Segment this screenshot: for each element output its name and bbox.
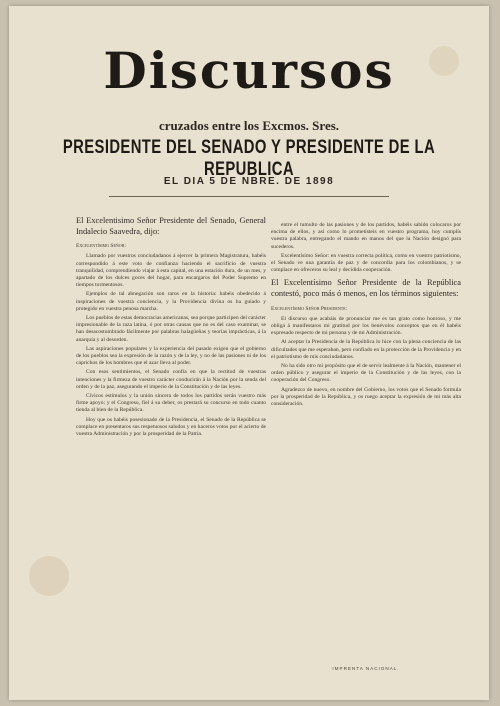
paragraph: Las aspiraciones populares y la experiencia del pasado exigen que el gobierno de los pueblos sea la expresión de la razón y de la ley, y no de las pasiones ni de los caprichos de los hombres que el azar lleva al poder. [76, 345, 266, 367]
left-salutation: Excelentísimo Señor: [76, 243, 126, 250]
document-heading: PRESIDENTE DEL SENADO Y PRESIDENTE DE LA REPUBLICA [62, 137, 436, 180]
left-column [76, 216, 266, 440]
paragraph: Los pueblos de estas democracias americanas, sea porque participen del carácter impresionable de la raza latina, ó por otras causas que no es del caso examinar, se han desacostumbrado fácilmente por palabras halagüeñas y teorías imprácticas, á la anarquía y al desorden. [76, 315, 267, 343]
paragraph: No ha sido otro mi propósito que el de servir lealmente á la Nación, mantener el orden público y asegurar el imperio de la Constitución y de las leyes, con la cooperación del Congreso. [271, 363, 461, 384]
printer-imprint: IMPRENTA NACIONAL. [332, 666, 400, 671]
document-date: EL DIA 5 DE NBRE. DE 1898 [163, 176, 335, 187]
document-sheet [9, 6, 489, 700]
header-divider [109, 196, 389, 197]
paragraph: Al aceptar la Presidencia de la República lo hice con la plena conciencia de las dificultades que me esperaban, pero confiado en la protección de la Providencia y en el patriotismo de mis conciudadanos. [271, 339, 461, 360]
paragraph: Cívicos estímulos y la unión sincera de todos los partidos serán vuestro más firme apoyo; y el Congreso, fiel á su deber, os prestará su concurso en todo cuanto tienda al bien de la República. [76, 393, 266, 414]
paragraph: Hoy que os habéis posesionado de la Presidencia, el Senado de la República se complace en presentaros sus respetuosos saludos y en haceros votos por el acierto de vuestra Administración y por la prosperidad de la Patria. [76, 416, 266, 438]
paragraph: El discurso que acabáis de pronunciar me es tan grato como honroso, y me obliga á manifestaros mi gratitud por los benévolos conceptos que en él habéis expresado respecto de mi persona y de mi Administración. [271, 315, 461, 337]
paragraph: Ejemplos de tal abnegación son raros en la historia: habéis obedecido á inspiraciones de vuestra conciencia, y la Providencia divina os ha guiado y protegido en vuestra penosa marcha. [76, 291, 266, 312]
paragraph: entre el tumulto de las pasiones y de los partidos, habéis sabido colocaros por encima de ellos, y así como lo prometisteis en vuestro programa, hoy cumplís vuestra palabra, entregando el mando en manos del que la Nación designó para sucederos. [271, 222, 461, 250]
document-title: Discursos [103, 41, 395, 100]
paragraph: Excelentísimo Señor: en vuestra correcta política, como en vuestro patriotismo, el Senado ve una garantía de paz y de concordia para los colombianos, y se complace en ofreceros su leal y decidida cooperación. [271, 252, 461, 274]
paragraph: Llamado por vuestros conciudadanos á ejercer la primera Magistratura, habéis correspondido á este voto de confianza haciendo el sacrificio de vuestra tranquilidad, comprendiendo viajar á esta capital, en una estación dura, de un mes, y apartado de los dulces goces del hogar, para encargaros del Poder Supremo en tiempos tormentosos. [76, 253, 266, 289]
left-intro: El Excelentisimo Señor Presidente del Senado, General Indalecio Saavedra, dijo: [76, 216, 266, 236]
right-column [271, 222, 461, 410]
right-salutation: Excelentísimo Señor Presidente: [271, 305, 348, 312]
paragraph: Agradezco de nuevo, en nombre del Gobierno, los votos que el Senado formula por la prosperidad de la República, y os ruego aceptar la expresión de mi más alta consideración. [271, 386, 461, 408]
document-subtitle: cruzados entre los Excmos. Sres. [158, 118, 340, 133]
right-intro: El Excelentísimo Señor Presidente de la República contestó, poco más ó menos, en los términos siguientes: [271, 278, 461, 299]
paper-stain [29, 556, 69, 596]
paragraph: Con esos sentimientos, el Senado confía en que la rectitud de vuestras intenciones y la firmeza de vuestro carácter conducirán á la Nación por la senda del orden y de la paz, asegurando el imperio de la Constitución y de las leyes. [76, 369, 266, 390]
